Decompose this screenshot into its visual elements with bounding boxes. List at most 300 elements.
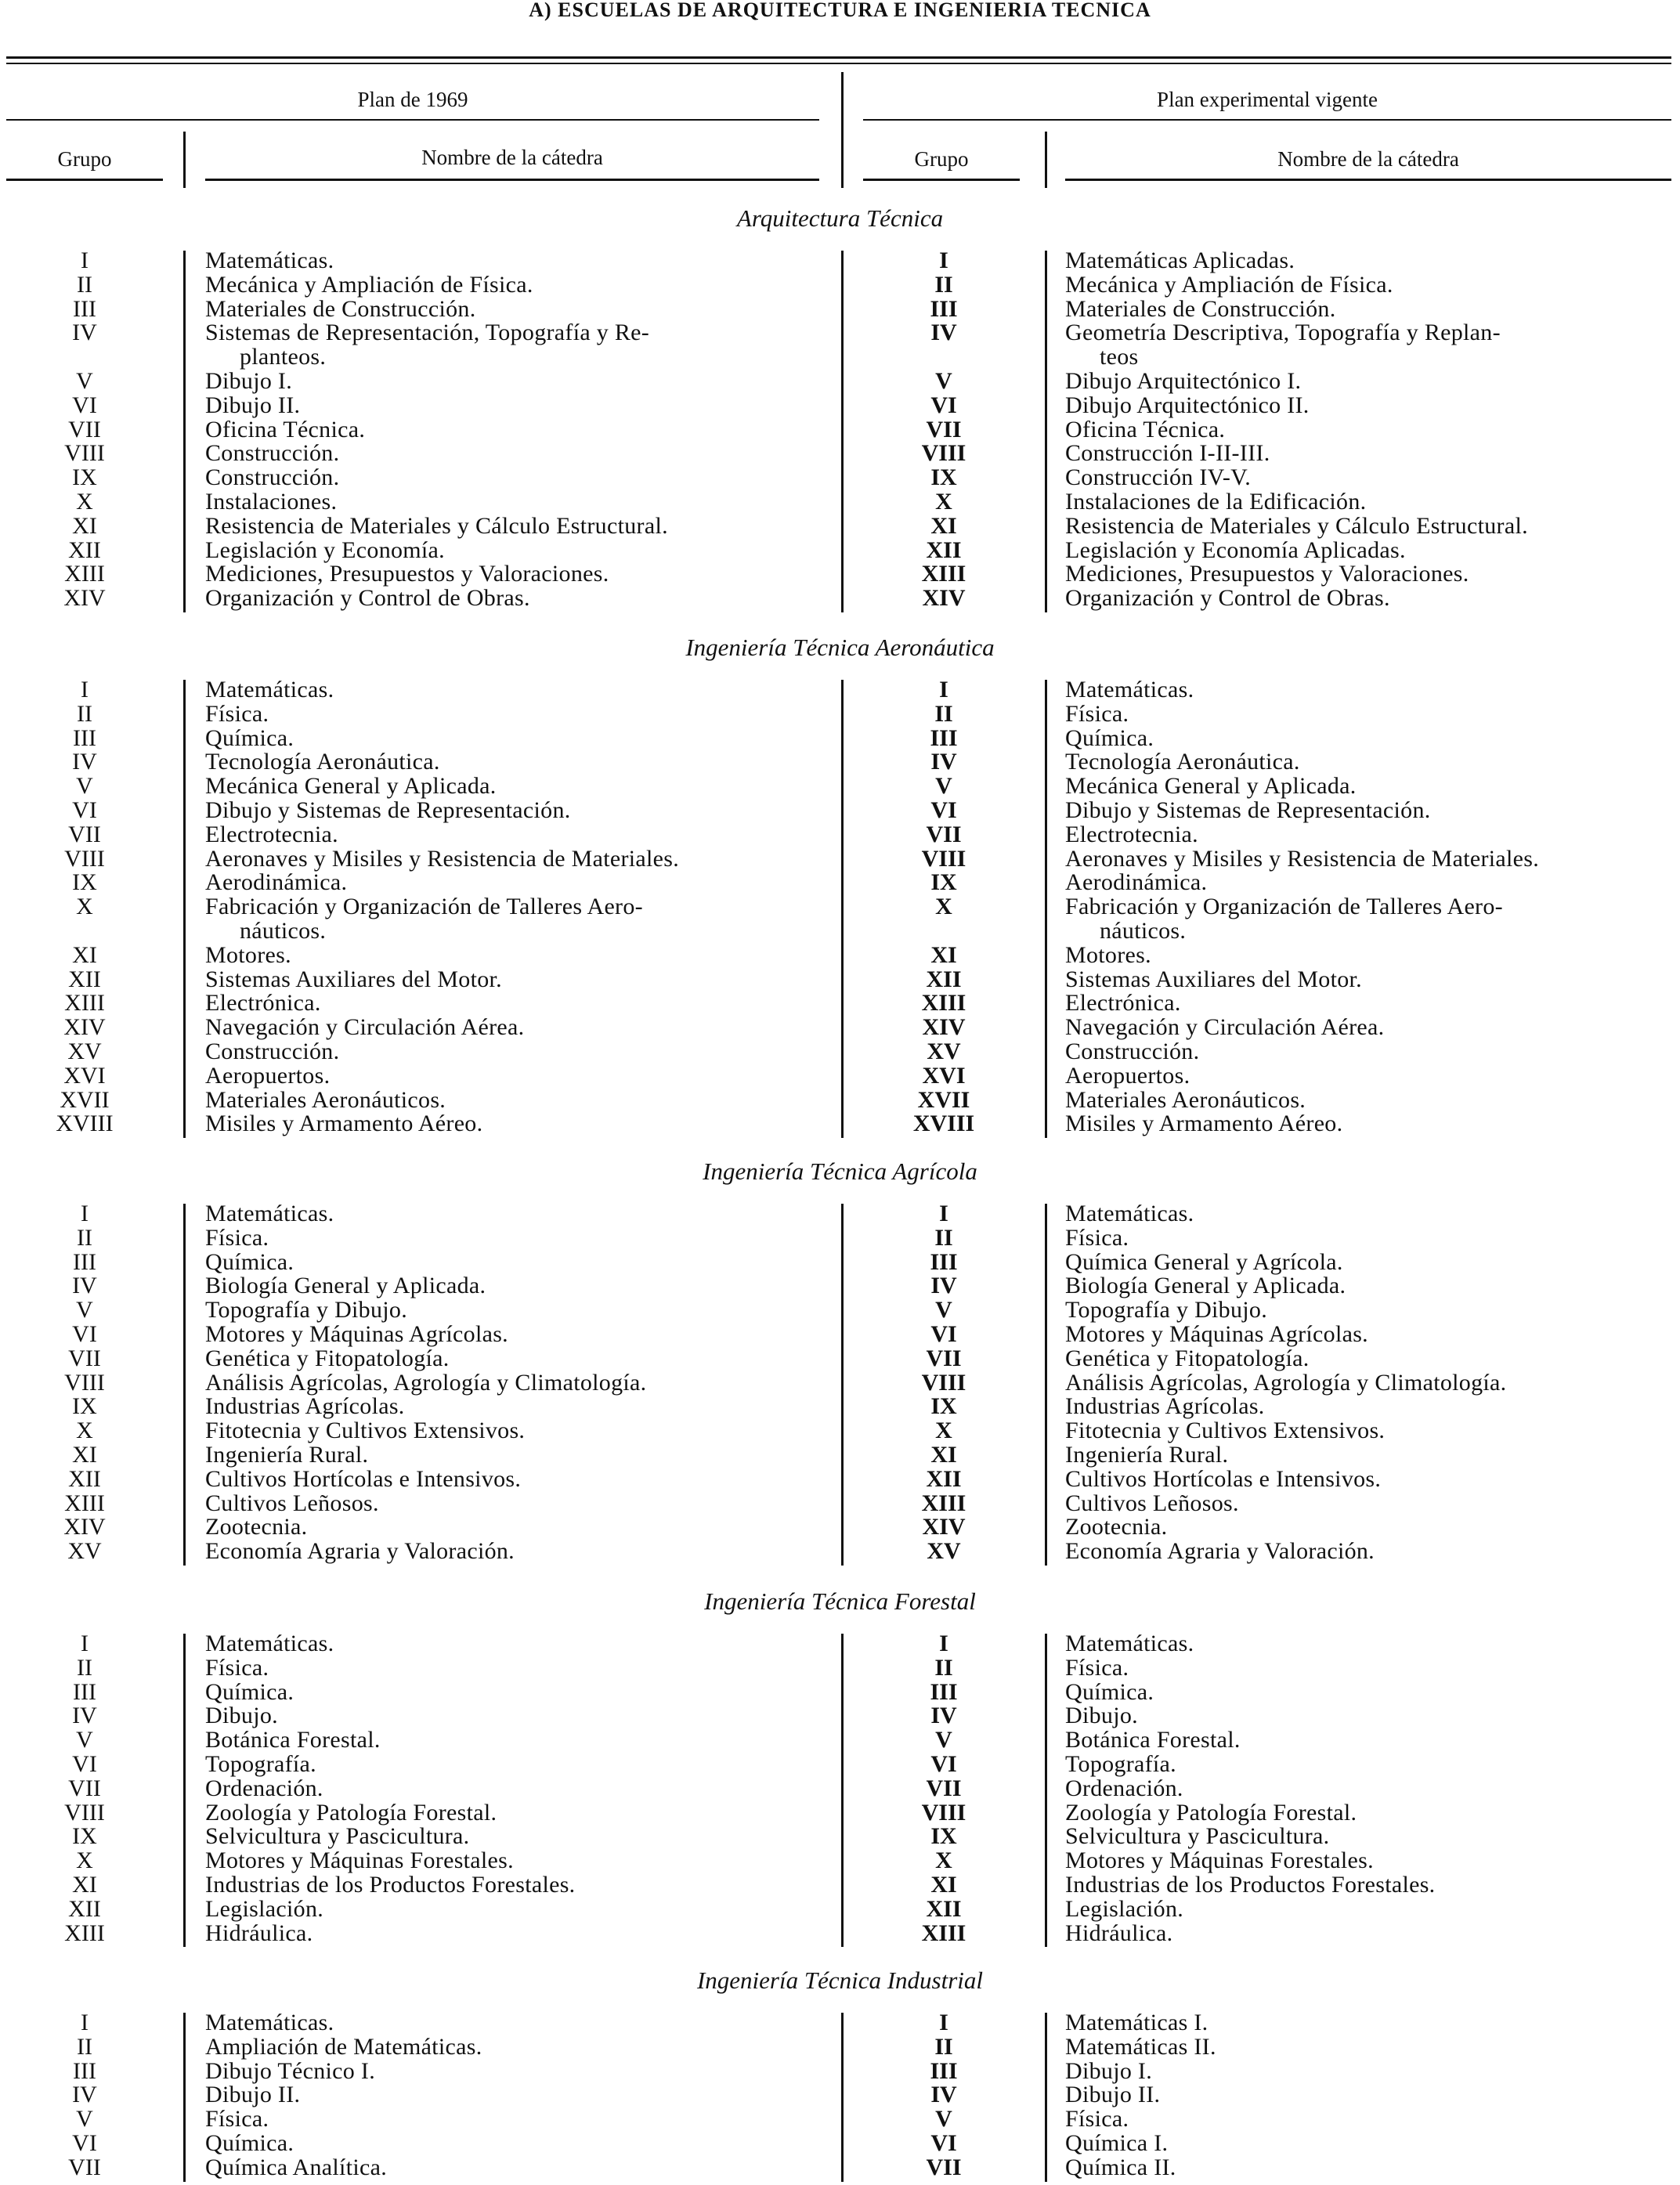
chair-name-1969: Resistencia de Materiales y Cálculo Estructural. — [205, 512, 668, 539]
group-number-vigente: XII — [926, 1465, 962, 1492]
chair-name-vigente: Física. — [1065, 700, 1129, 727]
chair-name-vigente: Selvicultura y Pascicultura. — [1065, 1823, 1330, 1850]
chair-name-1969: Organización y Control de Obras. — [205, 585, 530, 612]
group-number-vigente: III — [930, 2057, 958, 2084]
group-number-1969: V — [76, 773, 93, 800]
group-number-1969: III — [73, 295, 96, 322]
group-number-1969: XIV — [63, 585, 106, 612]
group-number-vigente: XVI — [922, 1062, 966, 1089]
group-number-vigente: III — [930, 1248, 958, 1275]
chair-name-1969: Biología General y Aplicada. — [205, 1273, 486, 1299]
chair-name-1969: Zootecnia. — [205, 1514, 308, 1540]
group-number-1969: IX — [72, 464, 97, 491]
group-number-1969: IX — [72, 869, 97, 896]
chair-name-1969: Tecnología Aeronáutica. — [205, 749, 440, 775]
chair-name-vigente: Química General y Agrícola. — [1065, 1248, 1343, 1275]
col-divider-center — [841, 2013, 844, 2182]
chair-name-vigente: Zoología y Patología Forestal. — [1065, 1799, 1357, 1826]
chair-name-vigente: Resistencia de Materiales y Cálculo Estructural. — [1065, 512, 1528, 539]
chair-name-1969: Matemáticas. — [205, 247, 334, 273]
group-number-1969: XI — [72, 1872, 97, 1898]
chair-name-vigente: Industrias Agrícolas. — [1065, 1393, 1265, 1420]
col-divider-right — [1045, 1204, 1047, 1566]
group-number-1969: VI — [72, 1751, 97, 1777]
chair-name-1969: Mecánica y Ampliación de Física. — [205, 271, 533, 298]
chair-name-1969: Materiales Aeronáuticos. — [205, 1086, 446, 1113]
group-number-1969: XVII — [60, 1086, 110, 1113]
header-rule-right — [863, 119, 1671, 121]
chair-name-vigente: Mecánica General y Aplicada. — [1065, 773, 1357, 800]
group-number-1969: VII — [68, 416, 101, 442]
group-number-vigente: VI — [930, 1321, 957, 1347]
group-number-vigente: VIII — [921, 1369, 966, 1396]
chair-name-1969: Química. — [205, 1248, 294, 1275]
col-divider-center — [841, 251, 844, 612]
chair-name-1969: Física. — [205, 700, 269, 727]
section-title: Arquitectura Técnica — [736, 204, 944, 232]
group-number-vigente: XII — [926, 536, 962, 563]
col-divider-right — [1045, 2013, 1047, 2182]
chair-name-vigente: Misiles y Armamento Aéreo. — [1065, 1111, 1343, 1137]
col-divider-right — [1045, 1634, 1047, 1947]
header-rule-nombre-left — [205, 179, 819, 181]
group-number-1969: I — [81, 2010, 89, 2035]
chair-name-1969: Hidráulica. — [205, 1920, 313, 1946]
group-number-1969: X — [76, 1418, 93, 1444]
header-divider-center — [841, 72, 844, 188]
chair-name-1969: Economía Agraria y Valoración. — [205, 1538, 515, 1565]
chair-name-vigente: Instalaciones de la Edificación. — [1065, 489, 1367, 515]
chair-name-vigente: Biología General y Aplicada. — [1065, 1273, 1346, 1299]
chair-name-1969: Materiales de Construcción. — [205, 295, 476, 322]
group-number-vigente: I — [939, 1631, 948, 1656]
chair-name-vigente: Mediciones, Presupuestos y Valoraciones. — [1065, 561, 1469, 587]
chair-name-vigente: Oficina Técnica. — [1065, 416, 1226, 442]
group-number-1969: XII — [68, 1895, 101, 1922]
group-number-vigente: XIII — [921, 1920, 966, 1946]
group-number-vigente: V — [935, 2106, 952, 2133]
group-number-vigente: IV — [930, 1703, 957, 1729]
chair-name-1969: Topografía y Dibujo. — [205, 1297, 408, 1324]
chair-name-1969: Física. — [205, 1224, 269, 1251]
chair-name-1969: Aeronaves y Misiles y Resistencia de Materiales. — [205, 845, 680, 872]
chair-name-1969: Dibujo II. — [205, 392, 301, 418]
group-number-1969: XV — [67, 1038, 102, 1064]
group-number-1969: III — [73, 1678, 96, 1705]
group-number-1969: X — [76, 894, 93, 920]
group-number-vigente: XI — [930, 1872, 957, 1898]
chair-name-1969: Matemáticas. — [205, 1201, 334, 1226]
col-divider-center — [841, 680, 844, 1138]
group-number-vigente: V — [935, 1727, 952, 1753]
header-nombre-right: Nombre de la cátedra — [1277, 147, 1459, 171]
group-number-1969: II — [77, 2033, 92, 2060]
col-divider-center — [841, 1204, 844, 1566]
chair-name-1969: Aerodinámica. — [205, 869, 348, 896]
group-number-vigente: XII — [926, 966, 962, 992]
chair-name-1969: Legislación y Economía. — [205, 536, 445, 563]
chair-name-1969: náuticos. — [240, 918, 327, 944]
chair-name-1969: Navegación y Circulación Aérea. — [205, 1014, 525, 1041]
chair-name-1969: Electrónica. — [205, 990, 321, 1017]
group-number-1969: XIII — [64, 1920, 105, 1946]
group-number-vigente: IV — [930, 749, 957, 775]
chair-name-vigente: Industrias de los Productos Forestales. — [1065, 1872, 1436, 1898]
chair-name-1969: Física. — [205, 1654, 269, 1681]
group-number-vigente: VII — [926, 1775, 962, 1801]
group-number-vigente: I — [939, 247, 948, 273]
group-number-vigente: XI — [930, 941, 957, 968]
chair-name-vigente: Electrónica. — [1065, 990, 1181, 1017]
chair-name-vigente: Mecánica y Ampliación de Física. — [1065, 271, 1393, 298]
chair-name-vigente: Materiales Aeronáuticos. — [1065, 1086, 1306, 1113]
group-number-vigente: VII — [926, 416, 962, 442]
chair-name-vigente: náuticos. — [1100, 918, 1187, 944]
group-number-1969: VIII — [64, 440, 105, 467]
group-number-vigente: XVIII — [912, 1111, 975, 1137]
group-number-vigente: VIII — [921, 440, 966, 467]
header-rule-nombre-right — [1065, 179, 1671, 181]
header-rule-left — [6, 119, 819, 121]
group-number-1969: I — [81, 247, 89, 273]
group-number-1969: I — [81, 1631, 89, 1656]
chair-name-vigente: Dibujo y Sistemas de Representación. — [1065, 797, 1431, 823]
col-divider-left — [183, 2013, 186, 2182]
group-number-vigente: X — [935, 489, 952, 515]
chair-name-vigente: Química I. — [1065, 2130, 1169, 2156]
group-number-1969: XIV — [63, 1014, 106, 1041]
chair-name-1969: Matemáticas. — [205, 1631, 334, 1656]
group-number-vigente: XII — [926, 1895, 962, 1922]
group-number-vigente: VII — [926, 1345, 962, 1371]
chair-name-1969: Motores y Máquinas Forestales. — [205, 1847, 514, 1874]
chair-name-1969: Dibujo Técnico I. — [205, 2057, 375, 2084]
group-number-1969: XIII — [64, 990, 105, 1017]
group-number-1969: XIII — [64, 1490, 105, 1516]
chair-name-1969: Motores. — [205, 941, 291, 968]
group-number-1969: I — [81, 677, 89, 702]
chair-name-vigente: Dibujo I. — [1065, 2057, 1153, 2084]
chair-name-1969: Selvicultura y Pascicultura. — [205, 1823, 470, 1850]
col-divider-right — [1045, 251, 1047, 612]
chair-name-vigente: Ordenación. — [1065, 1775, 1183, 1801]
chair-name-vigente: Química II. — [1065, 2154, 1176, 2180]
chair-name-vigente: Genética y Fitopatología. — [1065, 1345, 1310, 1371]
chair-name-vigente: Aeropuertos. — [1065, 1062, 1190, 1089]
chair-name-vigente: Matemáticas II. — [1065, 2033, 1216, 2060]
chair-name-vigente: Dibujo II. — [1065, 2082, 1161, 2108]
group-number-1969: IX — [72, 1823, 97, 1850]
header-divider-left — [183, 132, 186, 188]
header-grupo-left: Grupo — [57, 147, 112, 171]
chair-name-1969: Topografía. — [205, 1751, 316, 1777]
chair-name-1969: Matemáticas. — [205, 2010, 334, 2035]
col-divider-right — [1045, 680, 1047, 1138]
group-number-1969: XV — [67, 1538, 102, 1565]
chair-name-vigente: Física. — [1065, 1654, 1129, 1681]
chair-name-vigente: Construcción IV-V. — [1065, 464, 1252, 491]
chair-name-1969: Química. — [205, 724, 294, 751]
chair-name-vigente: Legislación y Economía Aplicadas. — [1065, 536, 1406, 563]
col-divider-left — [183, 680, 186, 1138]
group-number-1969: VIII — [64, 1799, 105, 1826]
chair-name-1969: Física. — [205, 2106, 269, 2133]
group-number-vigente: I — [939, 2010, 948, 2035]
group-number-1969: VII — [68, 821, 101, 847]
chair-name-1969: Matemáticas. — [205, 677, 334, 702]
group-number-1969: XI — [72, 512, 97, 539]
group-number-vigente: XIV — [922, 585, 966, 612]
group-number-vigente: XIII — [921, 1490, 966, 1516]
chair-name-1969: Química. — [205, 2130, 294, 2156]
chair-name-vigente: Navegación y Circulación Aérea. — [1065, 1014, 1385, 1041]
group-number-vigente: VII — [926, 2154, 962, 2180]
chair-name-vigente: Topografía. — [1065, 1751, 1176, 1777]
chair-name-vigente: teos — [1100, 344, 1139, 370]
group-number-vigente: V — [935, 773, 952, 800]
chair-name-vigente: Botánica Forestal. — [1065, 1727, 1241, 1753]
group-number-vigente: X — [935, 1418, 952, 1444]
group-number-vigente: VI — [930, 1751, 957, 1777]
chair-name-vigente: Motores y Máquinas Agrícolas. — [1065, 1321, 1368, 1347]
chair-name-vigente: Legislación. — [1065, 1895, 1184, 1922]
group-number-vigente: X — [935, 894, 952, 920]
group-number-vigente: II — [934, 271, 953, 298]
group-number-vigente: III — [930, 1678, 958, 1705]
group-number-vigente: VII — [926, 821, 962, 847]
group-number-vigente: III — [930, 724, 958, 751]
chair-name-vigente: Construcción I-II-III. — [1065, 440, 1270, 467]
chair-name-1969: Cultivos Leñosos. — [205, 1490, 379, 1516]
group-number-1969: VIII — [64, 845, 105, 872]
group-number-1969: XII — [68, 966, 101, 992]
chair-name-vigente: Tecnología Aeronáutica. — [1065, 749, 1300, 775]
chair-name-1969: Mecánica General y Aplicada. — [205, 773, 497, 800]
group-number-1969: IV — [72, 1273, 97, 1299]
group-number-vigente: XI — [930, 512, 957, 539]
chair-name-1969: Genética y Fitopatología. — [205, 1345, 450, 1371]
chair-name-1969: Fitotecnia y Cultivos Extensivos. — [205, 1418, 526, 1444]
group-number-vigente: IV — [930, 320, 957, 346]
group-number-vigente: IX — [930, 1393, 957, 1420]
chair-name-vigente: Hidráulica. — [1065, 1920, 1173, 1946]
chair-name-1969: Construcción. — [205, 440, 340, 467]
chair-name-1969: Dibujo. — [205, 1703, 278, 1729]
chair-name-vigente: Matemáticas. — [1065, 1631, 1194, 1656]
chair-name-vigente: Construcción. — [1065, 1038, 1200, 1064]
group-number-1969: XIV — [63, 1514, 106, 1540]
header-plan-1969: Plan de 1969 — [357, 88, 468, 111]
group-number-vigente: XIV — [922, 1514, 966, 1540]
chair-name-1969: Análisis Agrícolas, Agrología y Climatología. — [205, 1369, 647, 1396]
chair-name-vigente: Economía Agraria y Valoración. — [1065, 1538, 1375, 1565]
group-number-vigente: I — [939, 677, 948, 702]
group-number-1969: IV — [72, 749, 97, 775]
group-number-1969: VIII — [64, 1369, 105, 1396]
chair-name-1969: Aeropuertos. — [205, 1062, 331, 1089]
group-number-1969: XVI — [63, 1062, 106, 1089]
group-number-1969: V — [76, 368, 93, 394]
top-rule — [6, 56, 1671, 59]
chair-name-1969: Ampliación de Matemáticas. — [205, 2033, 482, 2060]
chair-name-vigente: Geometría Descriptiva, Topografía y Replan- — [1065, 320, 1501, 346]
chair-name-vigente: Fabricación y Organización de Talleres Aero- — [1065, 894, 1503, 920]
group-number-vigente: I — [939, 1201, 948, 1226]
group-number-vigente: II — [934, 2033, 953, 2060]
chair-name-1969: Sistemas de Representación, Topografía y Re- — [205, 320, 650, 346]
group-number-vigente: XIV — [922, 1014, 966, 1041]
group-number-vigente: II — [934, 700, 953, 727]
chair-name-vigente: Materiales de Construcción. — [1065, 295, 1336, 322]
chair-name-1969: Mediciones, Presupuestos y Valoraciones. — [205, 561, 609, 587]
col-divider-center — [841, 1634, 844, 1947]
group-number-1969: XII — [68, 1465, 101, 1492]
group-number-1969: XI — [72, 1442, 97, 1468]
header-plan-vigente: Plan experimental vigente — [1157, 88, 1378, 111]
section-title: Ingeniería Técnica Aeronáutica — [685, 634, 995, 661]
chair-name-vigente: Matemáticas. — [1065, 677, 1194, 702]
chair-name-1969: planteos. — [240, 344, 327, 370]
group-number-1969: IV — [72, 1703, 97, 1729]
chair-name-1969: Sistemas Auxiliares del Motor. — [205, 966, 502, 992]
chair-name-1969: Dibujo II. — [205, 2082, 301, 2108]
top-rule-thin — [6, 63, 1671, 64]
header-nombre-left: Nombre de la cátedra — [421, 146, 603, 169]
col-divider-left — [183, 1634, 186, 1947]
chair-name-1969: Industrias Agrícolas. — [205, 1393, 405, 1420]
chair-name-1969: Motores y Máquinas Agrícolas. — [205, 1321, 508, 1347]
group-number-vigente: IX — [930, 869, 957, 896]
group-number-vigente: XV — [927, 1538, 961, 1565]
chair-name-vigente: Electrotecnia. — [1065, 821, 1198, 847]
chair-name-1969: Ingeniería Rural. — [205, 1442, 369, 1468]
chair-name-1969: Electrotecnia. — [205, 821, 338, 847]
chair-name-vigente: Química. — [1065, 724, 1154, 751]
group-number-vigente: II — [934, 1224, 953, 1251]
chair-name-vigente: Fitotecnia y Cultivos Extensivos. — [1065, 1418, 1386, 1444]
group-number-1969: VI — [72, 2130, 97, 2156]
group-number-vigente: XI — [930, 1442, 957, 1468]
chair-name-vigente: Dibujo Arquitectónico I. — [1065, 368, 1302, 394]
group-number-vigente: XVII — [917, 1086, 970, 1113]
group-number-vigente: VI — [930, 2130, 957, 2156]
chair-name-1969: Ordenación. — [205, 1775, 323, 1801]
chair-name-1969: Construcción. — [205, 464, 340, 491]
chair-name-vigente: Zootecnia. — [1065, 1514, 1168, 1540]
group-number-1969: VII — [68, 2154, 101, 2180]
chair-name-vigente: Matemáticas. — [1065, 1201, 1194, 1226]
group-number-1969: XIII — [64, 561, 105, 587]
group-number-1969: XII — [68, 536, 101, 563]
chair-name-vigente: Matemáticas Aplicadas. — [1065, 247, 1295, 273]
chair-name-vigente: Motores y Máquinas Forestales. — [1065, 1847, 1374, 1874]
group-number-1969: IX — [72, 1393, 97, 1420]
group-number-1969: VI — [72, 392, 97, 418]
group-number-vigente: III — [930, 295, 958, 322]
group-number-1969: VII — [68, 1345, 101, 1371]
group-number-1969: II — [77, 1654, 92, 1681]
chair-name-vigente: Topografía y Dibujo. — [1065, 1297, 1268, 1324]
group-number-vigente: XV — [927, 1038, 961, 1064]
group-number-vigente: IX — [930, 1823, 957, 1850]
chair-name-1969: Cultivos Hortícolas e Intensivos. — [205, 1465, 522, 1492]
group-number-1969: X — [76, 1847, 93, 1874]
chair-name-vigente: Física. — [1065, 1224, 1129, 1251]
chair-name-vigente: Sistemas Auxiliares del Motor. — [1065, 966, 1362, 992]
group-number-1969: V — [76, 2106, 93, 2133]
header-divider-right — [1045, 132, 1047, 188]
group-number-vigente: VIII — [921, 1799, 966, 1826]
chair-name-vigente: Aerodinámica. — [1065, 869, 1208, 896]
group-number-1969: VI — [72, 1321, 97, 1347]
chair-name-1969: Botánica Forestal. — [205, 1727, 381, 1753]
chair-name-1969: Dibujo y Sistemas de Representación. — [205, 797, 571, 823]
group-number-vigente: VI — [930, 797, 957, 823]
col-divider-left — [183, 251, 186, 612]
chair-name-vigente: Dibujo Arquitectónico II. — [1065, 392, 1310, 418]
chair-name-vigente: Química. — [1065, 1678, 1154, 1705]
group-number-1969: XI — [72, 941, 97, 968]
group-number-1969: X — [76, 489, 93, 515]
group-number-1969: II — [77, 271, 92, 298]
group-number-1969: XVIII — [56, 1111, 114, 1137]
chair-name-vigente: Organización y Control de Obras. — [1065, 585, 1390, 612]
chair-name-1969: Legislación. — [205, 1895, 324, 1922]
chair-name-vigente: Análisis Agrícolas, Agrología y Climatología. — [1065, 1369, 1507, 1396]
chair-name-1969: Oficina Técnica. — [205, 416, 366, 442]
chair-name-vigente: Dibujo. — [1065, 1703, 1138, 1729]
chair-name-vigente: Cultivos Hortícolas e Intensivos. — [1065, 1465, 1382, 1492]
group-number-1969: IV — [72, 2082, 97, 2108]
chair-name-1969: Industrias de los Productos Forestales. — [205, 1872, 576, 1898]
group-number-1969: I — [81, 1201, 89, 1226]
group-number-vigente: VIII — [921, 845, 966, 872]
group-number-vigente: IV — [930, 1273, 957, 1299]
chair-name-1969: Química Analítica. — [205, 2154, 387, 2180]
chair-name-1969: Dibujo I. — [205, 368, 293, 394]
chair-name-1969: Instalaciones. — [205, 489, 338, 515]
page-title: A) ESCUELAS DE ARQUITECTURA E INGENIERIA TECNICA — [529, 0, 1151, 21]
group-number-1969: VI — [72, 797, 97, 823]
chair-name-1969: Zoología y Patología Forestal. — [205, 1799, 497, 1826]
group-number-vigente: XIII — [921, 561, 966, 587]
group-number-1969: V — [76, 1297, 93, 1324]
group-number-vigente: V — [935, 368, 952, 394]
chair-name-1969: Misiles y Armamento Aéreo. — [205, 1111, 483, 1137]
header-rule-grupo-right — [863, 179, 1020, 181]
chair-name-vigente: Cultivos Leñosos. — [1065, 1490, 1239, 1516]
section-title: Ingeniería Técnica Agrícola — [703, 1158, 977, 1185]
col-divider-left — [183, 1204, 186, 1566]
chair-name-vigente: Aeronaves y Misiles y Resistencia de Materiales. — [1065, 845, 1540, 872]
header-grupo-right: Grupo — [914, 147, 969, 171]
chair-name-vigente: Matemáticas I. — [1065, 2010, 1209, 2035]
group-number-1969: V — [76, 1727, 93, 1753]
chair-name-1969: Construcción. — [205, 1038, 340, 1064]
section-title: Ingeniería Técnica Industrial — [696, 1966, 984, 1994]
group-number-vigente: V — [935, 1297, 952, 1324]
chair-name-vigente: Ingeniería Rural. — [1065, 1442, 1229, 1468]
group-number-1969: III — [73, 724, 96, 751]
chair-name-1969: Química. — [205, 1678, 294, 1705]
group-number-vigente: XIII — [921, 990, 966, 1017]
group-number-vigente: VI — [930, 392, 957, 418]
group-number-1969: III — [73, 1248, 96, 1275]
group-number-1969: III — [73, 2057, 96, 2084]
group-number-1969: II — [77, 1224, 92, 1251]
group-number-1969: II — [77, 700, 92, 727]
chair-name-vigente: Física. — [1065, 2106, 1129, 2133]
